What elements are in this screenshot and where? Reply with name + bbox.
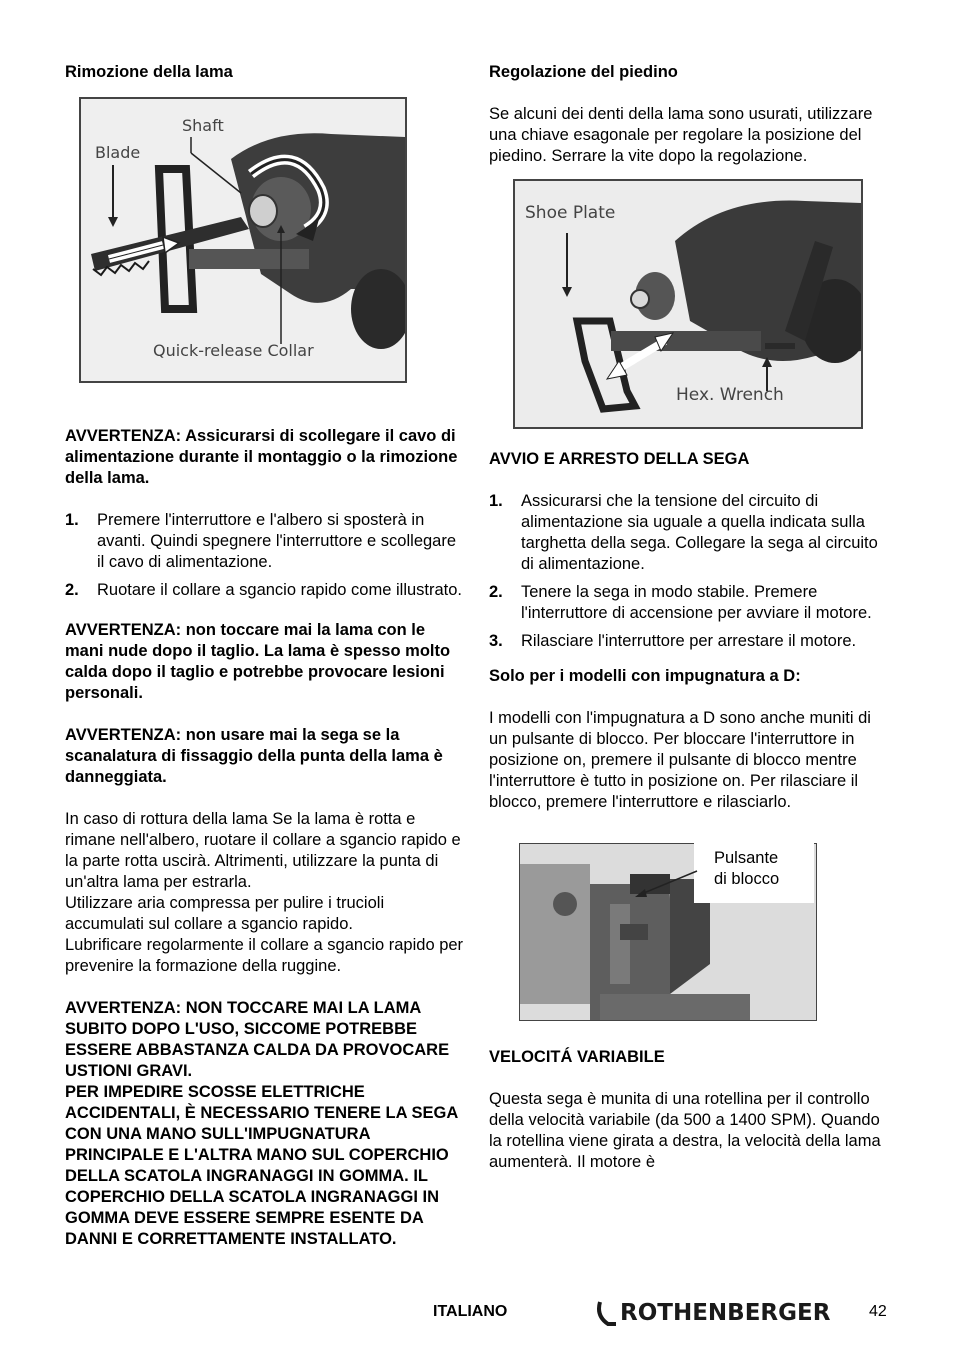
heading-d-handle: Solo per i modelli con impugnatura a D: [489,667,801,685]
footer-language: ITALIANO [433,1303,508,1320]
page-footer [0,1298,954,1328]
label-hex-wrench: Hex. Wrench [676,385,784,405]
start-stop-steps [489,491,889,652]
label-collar: Quick-release Collar [153,341,314,360]
paragraph-line: Lubrificare regolarmente il collare a sgancio rapido per prevenire la formazione della ruggine. [65,936,464,975]
heading-shoe-adjustment: Regolazione del piedino [489,63,678,81]
label-shoe-plate: Shoe Plate [525,203,616,223]
left-column [65,62,465,1250]
paragraph-broken-blade [65,809,465,977]
heading-blade-removal: Rimozione della lama [65,63,233,81]
figure-shoe-adjustment [489,179,889,449]
warning-damaged-groove: AVVERTENZA: non usare mai la sega se la scanalatura di fissaggio della punta della lama è danneggiata. [65,726,443,786]
page-number: 42 [869,1303,887,1320]
variable-speed-text: Questa sega è munita di una rotellina per il controllo della velocità variabile (da 500 a 1400 SPM). Quando la rotellina viene girata a destra, la velocità della lama aumenterà. Il motore è [489,1090,881,1171]
figure-lock-button [489,833,889,1047]
shoe-adjustment-text: Se alcuni dei denti della lama sono usurati, utilizzare una chiave esagonale per regolare la posizione del piedino. Serrare la vite dopo la regolazione. [489,105,873,165]
brand-logo [596,1298,830,1328]
removal-steps [65,510,465,601]
list-item: 1. Assicurarsi che la tensione del circuito di alimentazione sia uguale a quella indicata sulla targhetta della sega. Collegare la sega al circuito di alimentazione. [489,492,878,573]
warning-electric-shock: PER IMPEDIRE SCOSSE ELETTRICHE ACCIDENTALI, È NECESSARIO TENERE LA SEGA CON UNA MANO SULL'IMPUGNATURA PRINCIPALE E L'ALTRA MANO SUL COPERCHIO DELLA SCATOLA INGRANAGGI IN GOMMA. IL COPERCHIO DELLA SCATOLA INGRANAGGI IN GOMMA DEVE ESSERE SEMPRE ESENTE DA DANNI E CORRETTAMENTE INSTALLATO. [65,1083,458,1248]
callout-arrow-icon [619,863,699,903]
d-handle-text: I modelli con l'impugnatura a D sono anche muniti di un pulsante di blocco. Per bloccare l'interruttore in posizione on, premere il pulsante di blocco mentre l'interruttore è tutto in posizione on. Per rilasciare il blocco, premere l'interruttore e rilasciarlo. [489,709,871,811]
heading-variable-speed: VELOCITÁ VARIABILE [489,1048,665,1066]
warning-hot-blade: AVVERTENZA: non toccare mai la lama con le mani nude dopo il taglio. La lama è spesso molto calda dopo il taglio e potrebbe provocare lesioni personali. [65,621,451,702]
paragraph-line: In caso di rottura della lama Se la lama è rotta e rimane nell'albero, ruotare il collare a sgancio rapido e la parte rotta uscirà. Altrimenti, utilizzare la punta di un'altra lama per estrarla. [65,810,461,891]
paragraph-line: Utilizzare aria compressa per pulire i trucioli accumulati sul collare a sgancio rapido. [65,894,385,933]
figure-blade-removal [65,95,465,417]
list-item: 1. Premere l'interruttore e l'albero si sposterà in avanti. Quindi spegnere l'interruttore e scollegare il cavo di alimentazione. [65,511,457,571]
list-item: 3. Rilasciare l'interruttore per arrestare il motore. [489,632,857,650]
right-column [489,62,889,1173]
label-shaft: Shaft [182,116,224,135]
brand-swoosh-icon [596,1298,618,1328]
heading-start-stop: AVVIO E ARRESTO DELLA SEGA [489,450,750,468]
label-blade: Blade [95,143,141,162]
warning-burns: AVVERTENZA: NON TOCCARE MAI LA LAMA SUBITO DOPO L'USO, SICCOME POTREBBE ESSERE ABBASTANZA CALDA DA PROVOCARE USTIONI GRAVI. [65,999,450,1080]
warning-disconnect: AVVERTENZA: Assicurarsi di scollegare il cavo di alimentazione durante il montaggio o la rimozione della lama. [65,427,458,487]
label-lock-button-line2: di blocco [714,870,780,888]
list-item: 2. Tenere la sega in modo stabile. Premere l'interruttore di accensione per avviare il motore. [489,583,872,622]
list-item: 2. Ruotare il collare a sgancio rapido come illustrato. [65,581,463,599]
brand-name: ROTHENBERGER [620,1299,831,1326]
label-lock-button-line1: Pulsante [714,849,779,867]
